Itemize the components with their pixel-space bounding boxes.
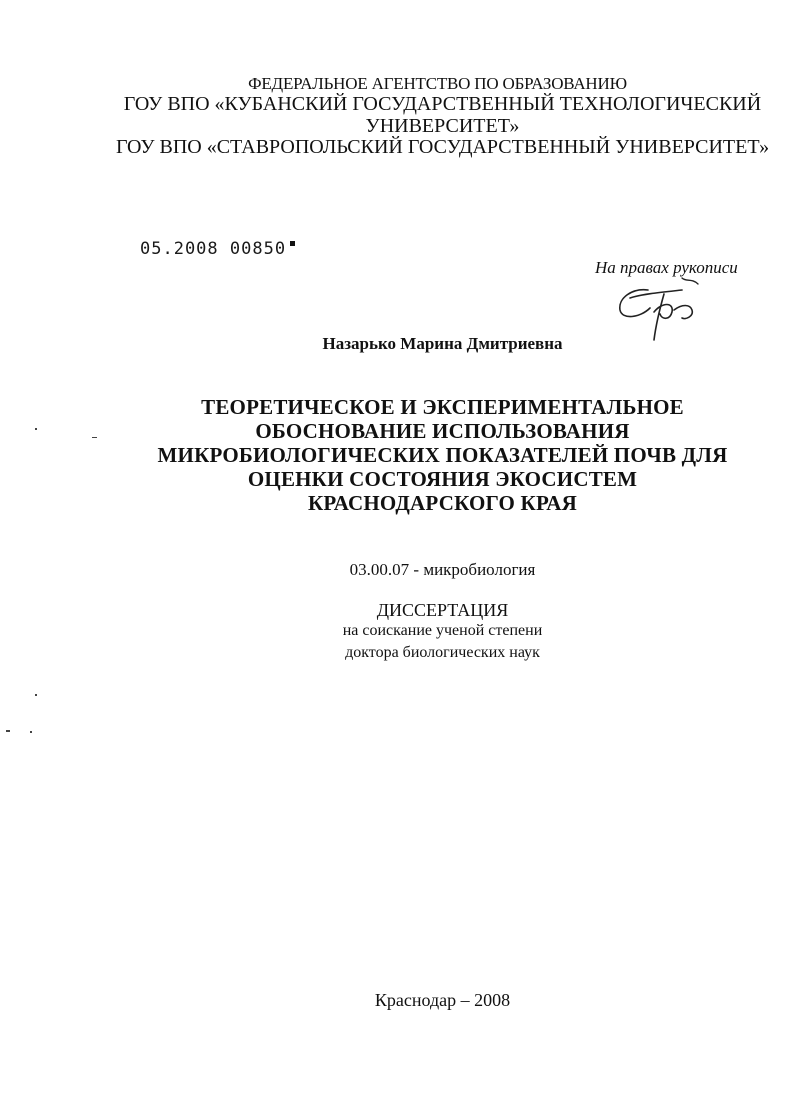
degree-line-1: на соискание ученой степени [342,622,543,639]
scan-speck [6,730,10,732]
author-name: Назарько Марина Дмитриевна [322,334,563,353]
catalog-number: 05.2008 00850 [140,239,287,259]
catalog-stamp [140,239,295,259]
title-line: МИКРОБИОЛОГИЧЕСКИХ ПОКАЗАТЕЛЕЙ ПОЧВ ДЛЯ [157,443,728,467]
scan-speck [35,428,37,430]
specialty-code: 03.00.07 - микробиология [349,560,536,579]
university-2: ГОУ ВПО «СТАВРОПОЛЬСКИЙ ГОСУДАРСТВЕННЫЙ УНИВЕРСИТЕТ» [115,136,770,158]
scan-speck [30,731,32,733]
manuscript-rights: На правах рукописи [595,258,738,277]
degree-line-2: доктора биологических наук [345,644,540,661]
university-1-line-2: УНИВЕРСИТЕТ» [365,115,520,137]
title-line: ОБОСНОВАНИЕ ИСПОЛЬЗОВАНИЯ [255,419,630,443]
scan-speck [92,437,97,438]
agency-name: ФЕДЕРАЛЬНОЕ АГЕНТСТВО ПО ОБРАЗОВАНИЮ [248,74,627,93]
scan-speck [35,694,37,696]
document-type: ДИССЕРТАЦИЯ [376,600,509,620]
university-1-line-1: ГОУ ВПО «КУБАНСКИЙ ГОСУДАРСТВЕННЫЙ ТЕХНОЛОГИЧЕСКИЙ [123,93,762,115]
title-line: КРАСНОДАРСКОГО КРАЯ [307,491,578,515]
stamp-mark-icon [290,241,295,246]
title-line: ОЦЕНКИ СОСТОЯНИЯ ЭКОСИСТЕМ [247,467,638,491]
city-year: Краснодар – 2008 [374,990,511,1010]
title-line: ТЕОРЕТИЧЕСКОЕ И ЭКСПЕРИМЕНТАЛЬНОЕ [201,395,684,419]
